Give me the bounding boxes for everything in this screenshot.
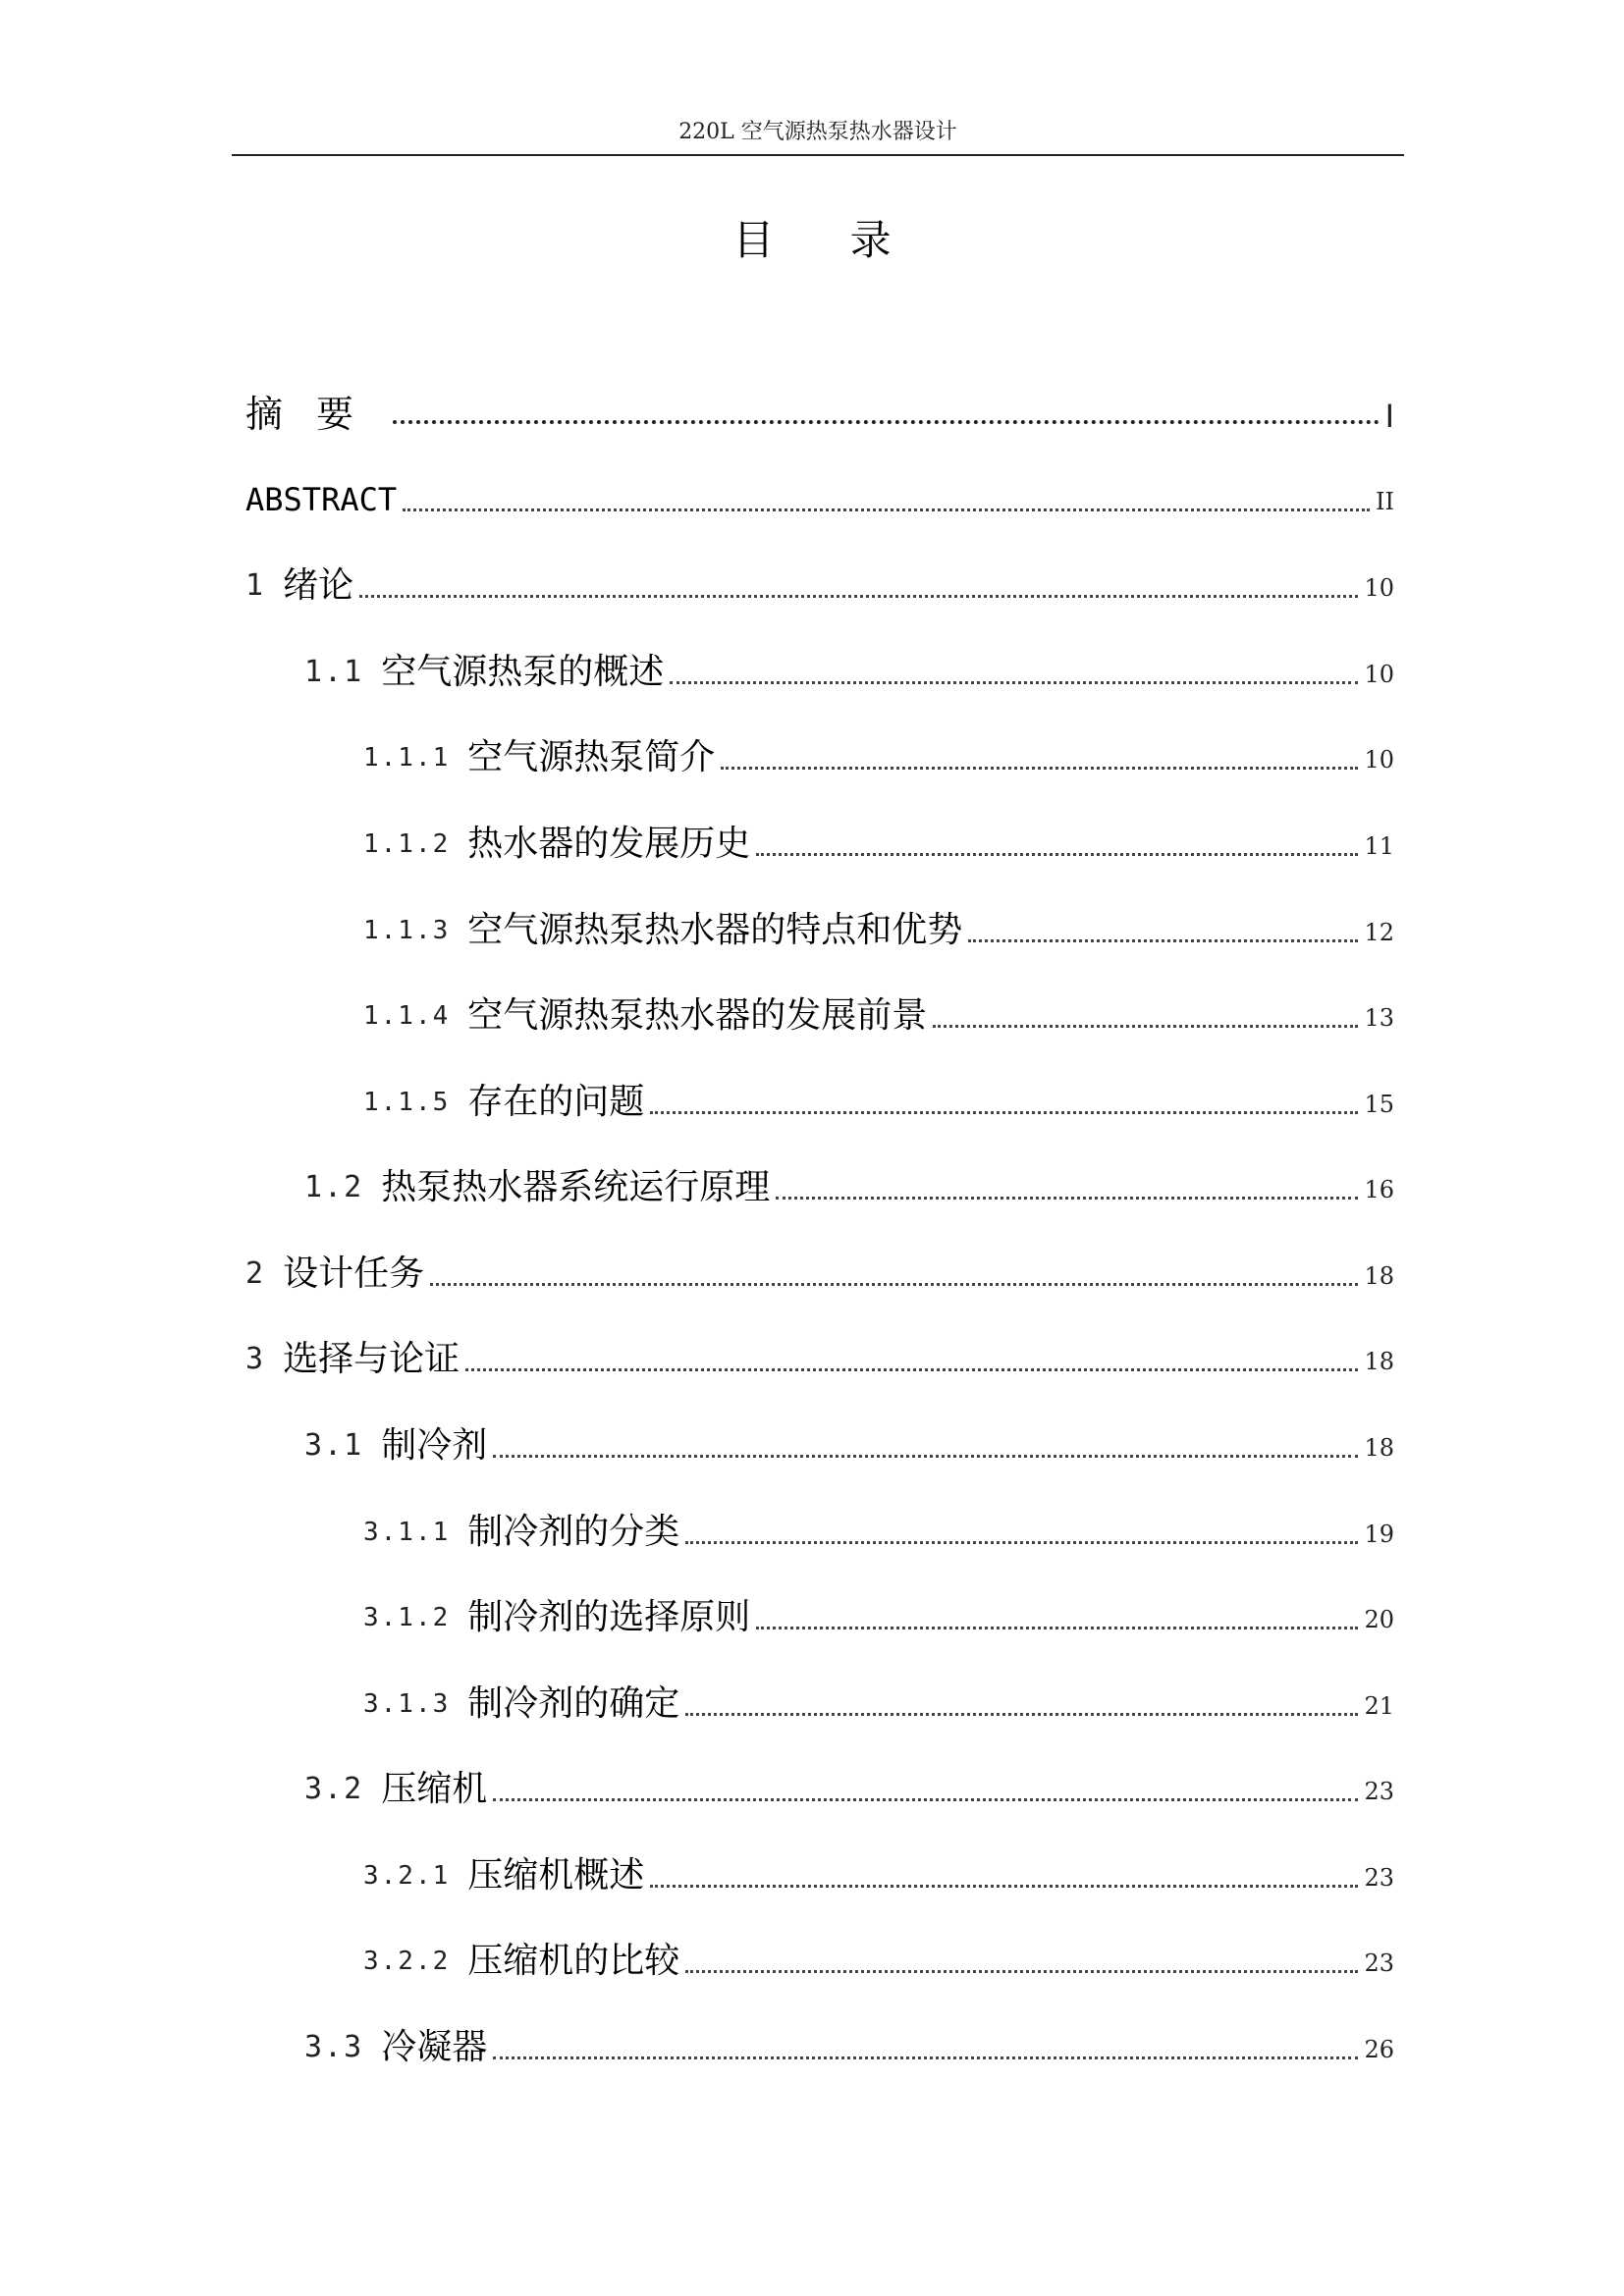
toc-number: 1.1.2 — [363, 829, 451, 859]
toc-number: 1 — [245, 568, 266, 603]
toc-page: 10 — [1364, 746, 1394, 774]
toc-number: 3.3 — [304, 2030, 364, 2064]
toc-label: 压缩机的比较 — [467, 1941, 680, 1981]
toc-entry-3[interactable] — [245, 1326, 1394, 1381]
toc-entry-3-1-1[interactable] — [245, 1499, 1394, 1554]
toc-entry-3-2[interactable] — [245, 1756, 1394, 1811]
toc-page: 18 — [1364, 1434, 1394, 1462]
dot-leader — [650, 1884, 1358, 1888]
dot-leader — [685, 1969, 1358, 1973]
toc-label: 空气源热泵热水器的发展前景 — [467, 995, 928, 1036]
toc-label: 设计任务 — [283, 1254, 425, 1294]
toc-page: II — [1376, 488, 1394, 515]
dot-leader — [968, 938, 1358, 942]
toc-label: ABSTRACT — [245, 481, 398, 518]
toc-label: 摘要 — [245, 393, 388, 436]
toc-label: 绪论 — [283, 565, 354, 606]
toc-number: 1.1 — [304, 655, 364, 689]
toc-entry-1-1-5[interactable] — [245, 1069, 1394, 1124]
toc-number: 3 — [245, 1342, 266, 1376]
toc-entry-abstract-en[interactable] — [245, 466, 1394, 521]
toc-page: 18 — [1364, 1348, 1394, 1375]
toc-entry-1-1-1[interactable] — [245, 724, 1394, 779]
dot-leader — [756, 852, 1358, 856]
dot-leader — [933, 1024, 1358, 1028]
toc-page: 26 — [1364, 2036, 1394, 2063]
toc-page: 10 — [1364, 661, 1394, 688]
toc-label: 制冷剂的分类 — [467, 1512, 680, 1552]
toc-entry-abstract-cn[interactable] — [245, 381, 1394, 436]
toc-entry-3-1[interactable] — [245, 1413, 1394, 1468]
toc-page: 21 — [1364, 1692, 1394, 1720]
toc-entry-3-2-2[interactable] — [245, 1928, 1394, 1983]
dot-leader — [670, 680, 1358, 684]
toc-label: 热水器的发展历史 — [467, 824, 751, 864]
toc-page: 13 — [1364, 1004, 1394, 1032]
toc-entry-3-1-2[interactable] — [245, 1584, 1394, 1639]
toc-label: 压缩机概述 — [467, 1855, 645, 1896]
toc-number: 1.1.1 — [363, 743, 451, 773]
toc-number: 1.1.5 — [363, 1088, 451, 1117]
toc-entry-1-1-2[interactable] — [245, 811, 1394, 866]
toc-page: 18 — [1364, 1262, 1394, 1290]
dot-leader — [359, 594, 1358, 598]
toc-label: 空气源热泵简介 — [467, 737, 716, 777]
toc-entry-3-3[interactable] — [245, 2014, 1394, 2069]
toc-entry-3-1-3[interactable] — [245, 1671, 1394, 1726]
toc-label: 制冷剂的选择原则 — [467, 1597, 751, 1637]
toc-entry-1-1[interactable] — [245, 639, 1394, 694]
toc-label: 空气源热泵的概述 — [381, 652, 665, 692]
toc-number: 3.1.1 — [363, 1518, 451, 1547]
toc-number: 3.2.1 — [363, 1861, 451, 1891]
dot-leader — [756, 1626, 1358, 1629]
toc-number: 1.1.3 — [363, 916, 451, 945]
toc-label: 压缩机 — [381, 1769, 488, 1809]
toc-label: 空气源热泵热水器的特点和优势 — [467, 910, 963, 950]
toc-page: 12 — [1364, 919, 1394, 946]
toc-number: 1.1.4 — [363, 1001, 451, 1031]
dot-leader — [721, 766, 1358, 770]
toc-label: 存在的问题 — [467, 1082, 645, 1122]
toc-number: 3.1.3 — [363, 1689, 451, 1719]
toc-entry-3-2-1[interactable] — [245, 1842, 1394, 1897]
toc-entry-1-1-3[interactable] — [245, 897, 1394, 952]
toc-page: 10 — [1364, 574, 1394, 602]
toc-label: 制冷剂 — [381, 1425, 488, 1466]
dot-leader — [465, 1367, 1358, 1371]
dot-leader — [685, 1712, 1358, 1716]
toc-page: 23 — [1364, 1864, 1394, 1892]
dot-leader — [685, 1540, 1358, 1544]
toc-label: 热泵热水器系统运行原理 — [381, 1167, 771, 1207]
toc-page: 11 — [1364, 832, 1394, 860]
toc-number: 3.2 — [304, 1772, 364, 1806]
page-header — [232, 115, 1404, 156]
header-text: 220L 空气源热泵热水器设计 — [678, 120, 957, 144]
toc-label: 选择与论证 — [283, 1339, 460, 1379]
toc-number: 3.2.2 — [363, 1947, 451, 1976]
toc-number: 3.1 — [304, 1428, 364, 1463]
toc-page: I — [1384, 398, 1394, 435]
toc-page: 20 — [1364, 1606, 1394, 1633]
toc-entry-1-1-4[interactable] — [245, 983, 1394, 1038]
dot-leader — [493, 1454, 1358, 1458]
toc-page: 23 — [1364, 1949, 1394, 1977]
toc-page: 15 — [1364, 1091, 1394, 1118]
dot-leader — [493, 2056, 1358, 2059]
dot-leader — [493, 1797, 1358, 1801]
toc-number: 3.1.2 — [363, 1603, 451, 1632]
dot-leader — [403, 507, 1370, 511]
toc-entry-1-2[interactable] — [245, 1154, 1394, 1209]
toc-title: 目 录 — [732, 216, 923, 264]
dot-leader — [393, 419, 1380, 424]
toc-page: 23 — [1364, 1778, 1394, 1805]
toc-label: 冷凝器 — [381, 2027, 488, 2067]
toc-page: 19 — [1364, 1521, 1394, 1548]
dot-leader — [430, 1282, 1358, 1286]
toc-number: 1.2 — [304, 1170, 364, 1204]
dot-leader — [650, 1110, 1358, 1114]
toc-number: 2 — [245, 1256, 266, 1291]
toc-entry-1[interactable] — [245, 553, 1394, 608]
toc-entry-2[interactable] — [245, 1241, 1394, 1296]
toc-label: 制冷剂的确定 — [467, 1683, 680, 1724]
toc-page: 16 — [1364, 1176, 1394, 1203]
dot-leader — [776, 1196, 1358, 1200]
